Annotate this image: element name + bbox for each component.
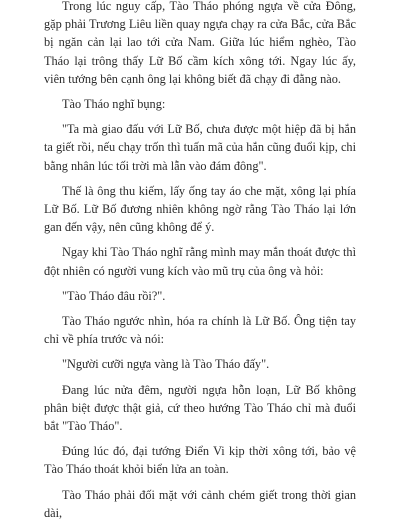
paragraph: Ngay khi Tào Tháo nghĩ rằng mình may mắn thoát được thì đột nhiên có người vung kích vào mũ trụ của ông và hỏi: — [44, 245, 356, 278]
paragraph: Đúng lúc đó, đại tướng Điển Vi kịp thời xông tới, bảo vệ Tào Tháo thoát khỏi biển lửa an toàn. — [44, 444, 356, 477]
paragraph: Trong lúc nguy cấp, Tào Tháo phóng ngựa về cửa Đông, gặp phải Trương Liêu liền quay ngựa chạy ra cửa Bắc, cửa Bắc bị ngăn cản lại lao tới cửa Nam. Giữa lúc hiểm nghèo, Tào Tháo lại trông thấy Lữ Bố cầm kích xông tới. Ngay lúc ấy, viên tướng bên cạnh ông lại không biết đã chạy đi đằng nào. — [44, 0, 356, 86]
page-body-text — [44, 0, 356, 529]
paragraph: Tào Tháo ngước nhìn, hóa ra chính là Lữ Bố. Ông tiện tay chỉ về phía trước và nói: — [44, 314, 356, 347]
paragraph: Tào Tháo nghĩ bụng: — [62, 97, 166, 112]
paragraph: "Ta mà giao đấu với Lữ Bố, chưa được một hiệp đã bị hắn ta giết rồi, nếu chạy trốn thì tuấn mã của hắn cũng đuổi kịp, chi bằng nhân lúc tối trời mà lẫn vào đám đông". — [44, 122, 356, 173]
paragraph: Tào Tháo phải đối mặt với cảnh chém giết trong thời gian dài, — [44, 487, 356, 520]
paragraph: "Người cưỡi ngựa vàng là Tào Tháo đấy". — [62, 357, 270, 372]
paragraph: Đang lúc nửa đêm, người ngựa hỗn loạn, Lữ Bố không phân biệt được thật giả, cứ theo hướng Tào Tháo chỉ mà đuổi bắt "Tào Tháo". — [44, 382, 356, 434]
paragraph: Thế là ông thu kiếm, lấy ống tay áo che mặt, xông lại phía Lữ Bố. Lữ Bố đương nhiên không ngờ rằng Tào Tháo lại lớn gan đến vậy, nên cũng không để ý. — [44, 183, 356, 235]
paragraph: "Tào Tháo đâu rồi?". — [62, 288, 166, 303]
